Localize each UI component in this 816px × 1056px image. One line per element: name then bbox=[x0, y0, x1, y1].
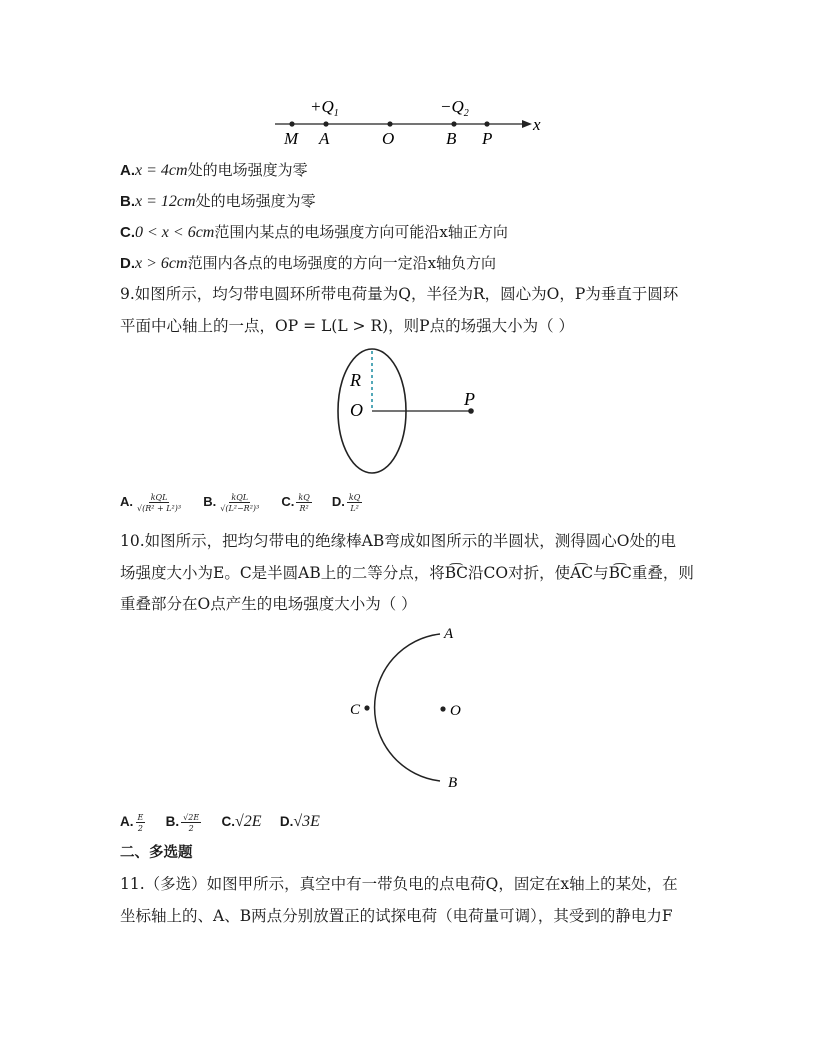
q8-option-a: A.x = 4cm处的电场强度为零 bbox=[120, 161, 308, 179]
label-x-axis: x bbox=[533, 115, 541, 134]
q10-option-a: A. $\frac{E}{2}$ bbox=[120, 812, 144, 833]
q9-option-c: C. $\frac{kQ}{\text{R²}}$ bbox=[281, 492, 310, 513]
q9-stem-line2: 平面中心轴上的一点，OP = L(L > R)，则P点的场强大小为（ ） bbox=[120, 317, 575, 335]
semicircle-label-b: B bbox=[448, 775, 458, 791]
q9-option-b: B. $\frac{\text{kQL}}{\text{√(L²−R²)³}}$ bbox=[203, 492, 260, 513]
semicircle-figure bbox=[340, 620, 480, 795]
ring-label-r: R bbox=[350, 370, 361, 390]
q11-stem-line1: 11.（多选）如图甲所示，真空中有一带负电的点电荷Q，固定在x轴上的某处，在 bbox=[120, 875, 678, 893]
ring-figure bbox=[330, 345, 490, 477]
semicircle-label-c: C bbox=[350, 702, 361, 718]
q8-option-c: C.0 < x < 6cm范围内某点的电场强度方向可能沿x轴正方向 bbox=[120, 223, 508, 241]
label-o: O bbox=[382, 129, 395, 148]
q10-stem-line2: 场强度大小为E。C是半圆AB上的二等分点，将B͡C沿CO对折，使A͡C与B͡C重叠，则 bbox=[120, 564, 694, 582]
q10-option-b: B. $\frac{√2E}{2}$ bbox=[165, 812, 200, 833]
semicircle-label-o: O bbox=[450, 703, 461, 719]
q9-option-a: A. $\frac{\text{kQL}}{\text{√(R² + L²)³}}$ bbox=[120, 492, 182, 513]
semicircle-label-a: A bbox=[444, 626, 454, 642]
q9-options bbox=[120, 490, 378, 515]
label-m: M bbox=[284, 129, 299, 148]
label-a: A bbox=[319, 129, 330, 148]
q11-stem-line2: 坐标轴上的、A、B两点分别放置正的试探电荷（电荷量可调），其受到的静电力F bbox=[120, 907, 673, 925]
charge-axis-figure bbox=[270, 92, 550, 152]
q10-stem-line3: 重叠部分在O点产生的电场强度大小为（ ） bbox=[120, 595, 417, 613]
label-p: P bbox=[482, 129, 493, 148]
label-q2: $-Q_2$ bbox=[440, 97, 469, 119]
q10-stem-line1: 10.如图所示，把均匀带电的绝缘棒AB弯成如图所示的半圆状，测得圆心O处的电 bbox=[120, 532, 676, 550]
q9-option-d: D. $\frac{kQ}{\text{L²}}$ bbox=[331, 492, 361, 513]
label-b: B bbox=[446, 129, 457, 148]
label-q1: $+Q_1$ bbox=[310, 97, 339, 119]
q10-option-d: D.√3E bbox=[279, 813, 320, 830]
q9-stem-line1: 9.如图所示，均匀带电圆环所带电荷量为Q，半径为R，圆心为O，P为垂直于圆环 bbox=[120, 285, 679, 303]
ring-label-o: O bbox=[350, 400, 363, 420]
ring-label-p: P bbox=[464, 389, 475, 409]
q8-option-b: B.x = 12cm处的电场强度为零 bbox=[120, 192, 316, 210]
q10-option-c: C.√2E bbox=[221, 813, 262, 830]
section-title-multiple-choice: 二、多选题 bbox=[120, 845, 193, 861]
q10-options bbox=[120, 810, 334, 834]
q8-option-d: D.x > 6cm范围内各点的电场强度的方向一定沿x轴负方向 bbox=[120, 254, 497, 272]
